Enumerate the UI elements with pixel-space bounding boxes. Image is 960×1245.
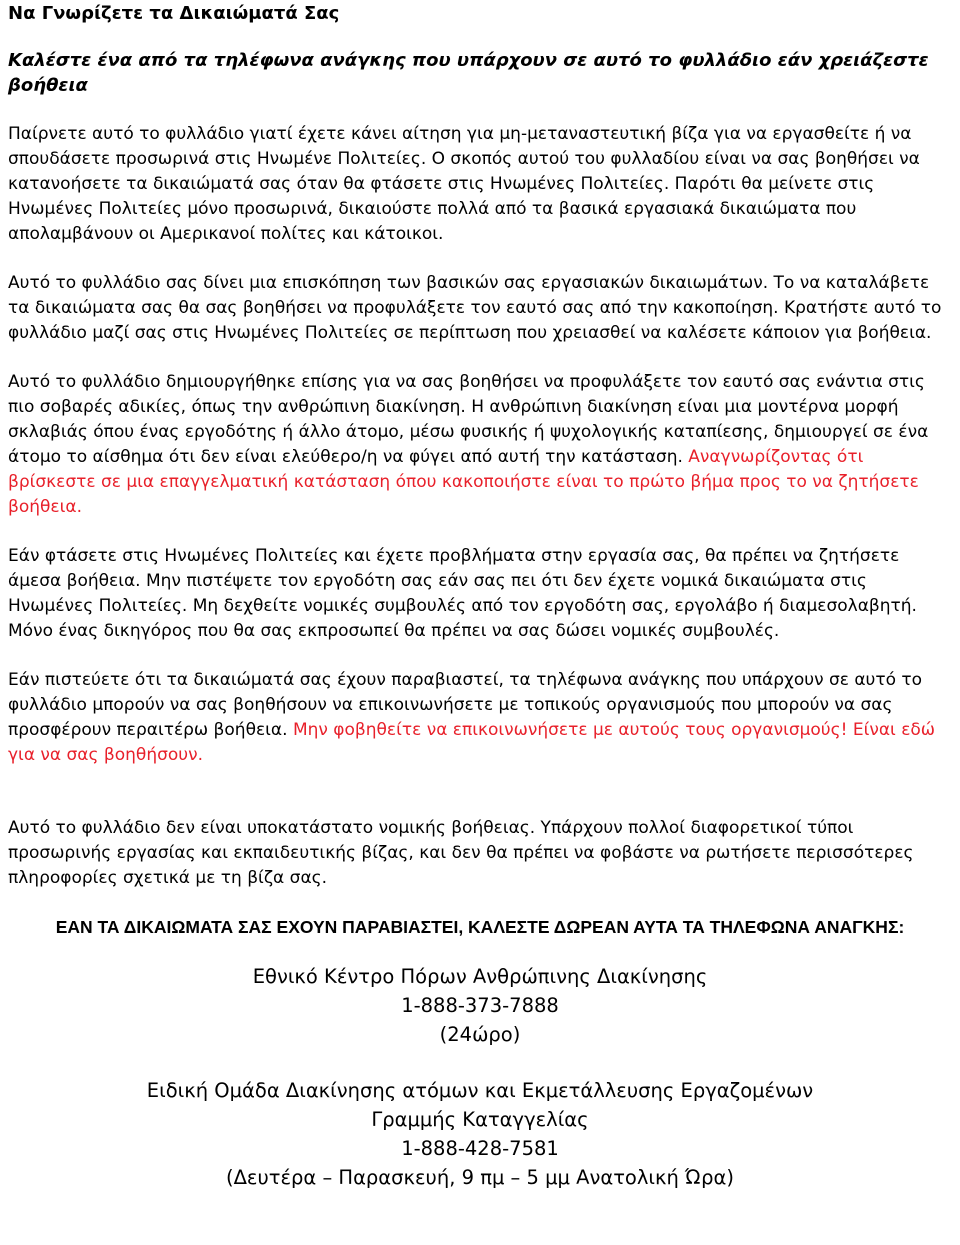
- paragraph-trafficking-text: Αυτό το φυλλάδιο δημιουργήθηκε επίσης για να σας βοηθήσει να προφυλάξετε τον εαυτό σας ενάντια στις πιο σοβαρές αδικίες, όπως την ανθρώπινη διακίνηση. Η ανθρώπινη διακίνηση είναι μια μοντέρνα μορφή σκλαβιάς όπου ένας εργοδότης ή άλλο άτομο, μέσω φυσικής ή ψυχολογικής καταπίεσης, δημιουργεί σε ένα άτομο το αίσθημα ότι δεν είναι ελεύθερο/η να φύγει από αυτή την κατάσταση.: [8, 372, 929, 467]
- paragraph-violations-text: Εάν πιστεύετε ότι τα δικαιώματά σας έχουν παραβιαστεί, τα τηλέφωνα ανάγκης που υπάρχουν σε αυτό το φυλλάδιο μπορούν να σας βοηθήσουν να επικοινωνήσετε με τοπικούς οργανισμούς που μπορούν να σας προσφέρουν περαιτέρω βοήθεια.: [8, 670, 923, 740]
- paragraph-disclaimer: Αυτό το φυλλάδιο δεν είναι υποκατάστατο νομικής βοήθειας. Υπάρχουν πολλοί διαφορετικοί τύποι προσωρινής εργασίας και εκπαιδευτικής βίζας, και δεν θα πρέπει να φοβάστε να ρωτήσετε περισσότερες πληροφορίες σχετικά με τη βίζα σας.: [8, 818, 914, 888]
- paragraph-overview: Αυτό το φυλλάδιο σας δίνει μια επισκόπηση των βασικών σας εργασιακών δικαιωμάτων. Το να καταλάβετε τα δικαιώματα σας θα σας βοηθήσει να προφυλάξετε τον εαυτό σας από την κακοποίηση. Κρατήστε αυτό το φυλλάδιο μαζί σας στις Ηνωμένες Πολιτείες σε περίπτωση που χρειασθεί να καλέσετε κάποιον για βοήθεια.: [8, 273, 942, 343]
- contact-phone: 1-888-428-7581: [401, 1137, 559, 1160]
- paragraph-intro: Παίρνετε αυτό το φυλλάδιο γιατί έχετε κάνει αίτηση για μη-μεταναστευτική βίζα για να εργασθείτε ή να σπουδάσετε προσωρινά στις Ηνωμένε Πολιτείες. Ο σκοπός αυτού του φυλλαδίου είναι να σας βοηθήσει να κατανοήσετε τα δικαιώματά σας όταν θα φτάσετε στις Ηνωμένες Πολιτείες. Παρότι θα μείνετε στις Ηνωμένες Πολιτείες μόνο προσωρινά, δικαιούστε πολλά από τα βασικά εργασιακά δικαιώματα που απολαμβάνουν οι Αμερικανοί πολίτες και κάτοικοι.: [8, 124, 920, 244]
- contact-subname: Γραμμής Καταγγελίας: [371, 1108, 589, 1131]
- contact-block-trafficking-center: [8, 962, 952, 1049]
- contact-name: Ειδική Ομάδα Διακίνησης ατόμων και Εκμετάλλευσης Εργαζομένων: [146, 1079, 814, 1102]
- paragraph-violations-emphasis: Μην φοβηθείτε να επικοινωνήσετε με αυτούς τους οργανισμούς! Είναι εδώ για να σας βοηθήσουν.: [8, 720, 936, 765]
- contact-block-task-force: [8, 1076, 952, 1192]
- contact-hours: (24ώρο): [439, 1023, 521, 1046]
- contact-hours: (Δευτέρα – Παρασκευή, 9 πμ – 5 μμ Ανατολική Ώρα): [225, 1166, 734, 1189]
- paragraph-violations: [8, 668, 952, 768]
- hotlines-heading: ΕΑΝ ΤΑ ΔΙΚΑΙΩΜΑΤΑ ΣΑΣ ΕΧΟΥΝ ΠΑΡΑΒΙΑΣΤΕΙ, ΚΑΛΕΣΤΕ ΔΩΡΕΑΝ ΑΥΤΑ ΤΑ ΤΗΛΕΦΩΝΑ ΑΝΑΓΚΗΣ:: [55, 917, 905, 937]
- paragraph-trafficking-emphasis: Αναγνωρίζοντας ότι βρίσκεστε σε μια επαγγελματική κατάσταση όπου κακοποιήστε είναι το πρώτο βήμα προς το να ζητήσετε βοήθεια.: [8, 447, 919, 517]
- document-subtitle: Καλέστε ένα από τα τηλέφωνα ανάγκης που υπάρχουν σε αυτό το φυλλάδιο εάν χρειάζεστε βοήθεια: [8, 50, 929, 96]
- contact-name: Εθνικό Κέντρο Πόρων Ανθρώπινης Διακίνησης: [252, 965, 708, 988]
- contact-phone: 1-888-373-7888: [401, 994, 559, 1017]
- document-title: Να Γνωρίζετε τα Δικαιώματά Σας: [8, 3, 340, 24]
- paragraph-trafficking: [8, 370, 952, 520]
- paragraph-problems: Εάν φτάσετε στις Ηνωμένες Πολιτείες και έχετε προβλήματα στην εργασία σας, θα πρέπει να ζητήσετε άμεσα βοήθεια. Μην πιστέψετε τον εργοδότη σας εάν σας πει ότι δεν έχετε νομικά δικαιώματα στις Ηνωμένες Πολιτείες. Μη δεχθείτε νομικές συμβουλές από τον εργοδότη σας, εργολάβο ή διαμεσολαβητή. Μόνο ένας δικηγόρος που θα σας εκπροσωπεί θα πρέπει να σας δώσει νομικές συμβουλές.: [8, 546, 917, 641]
